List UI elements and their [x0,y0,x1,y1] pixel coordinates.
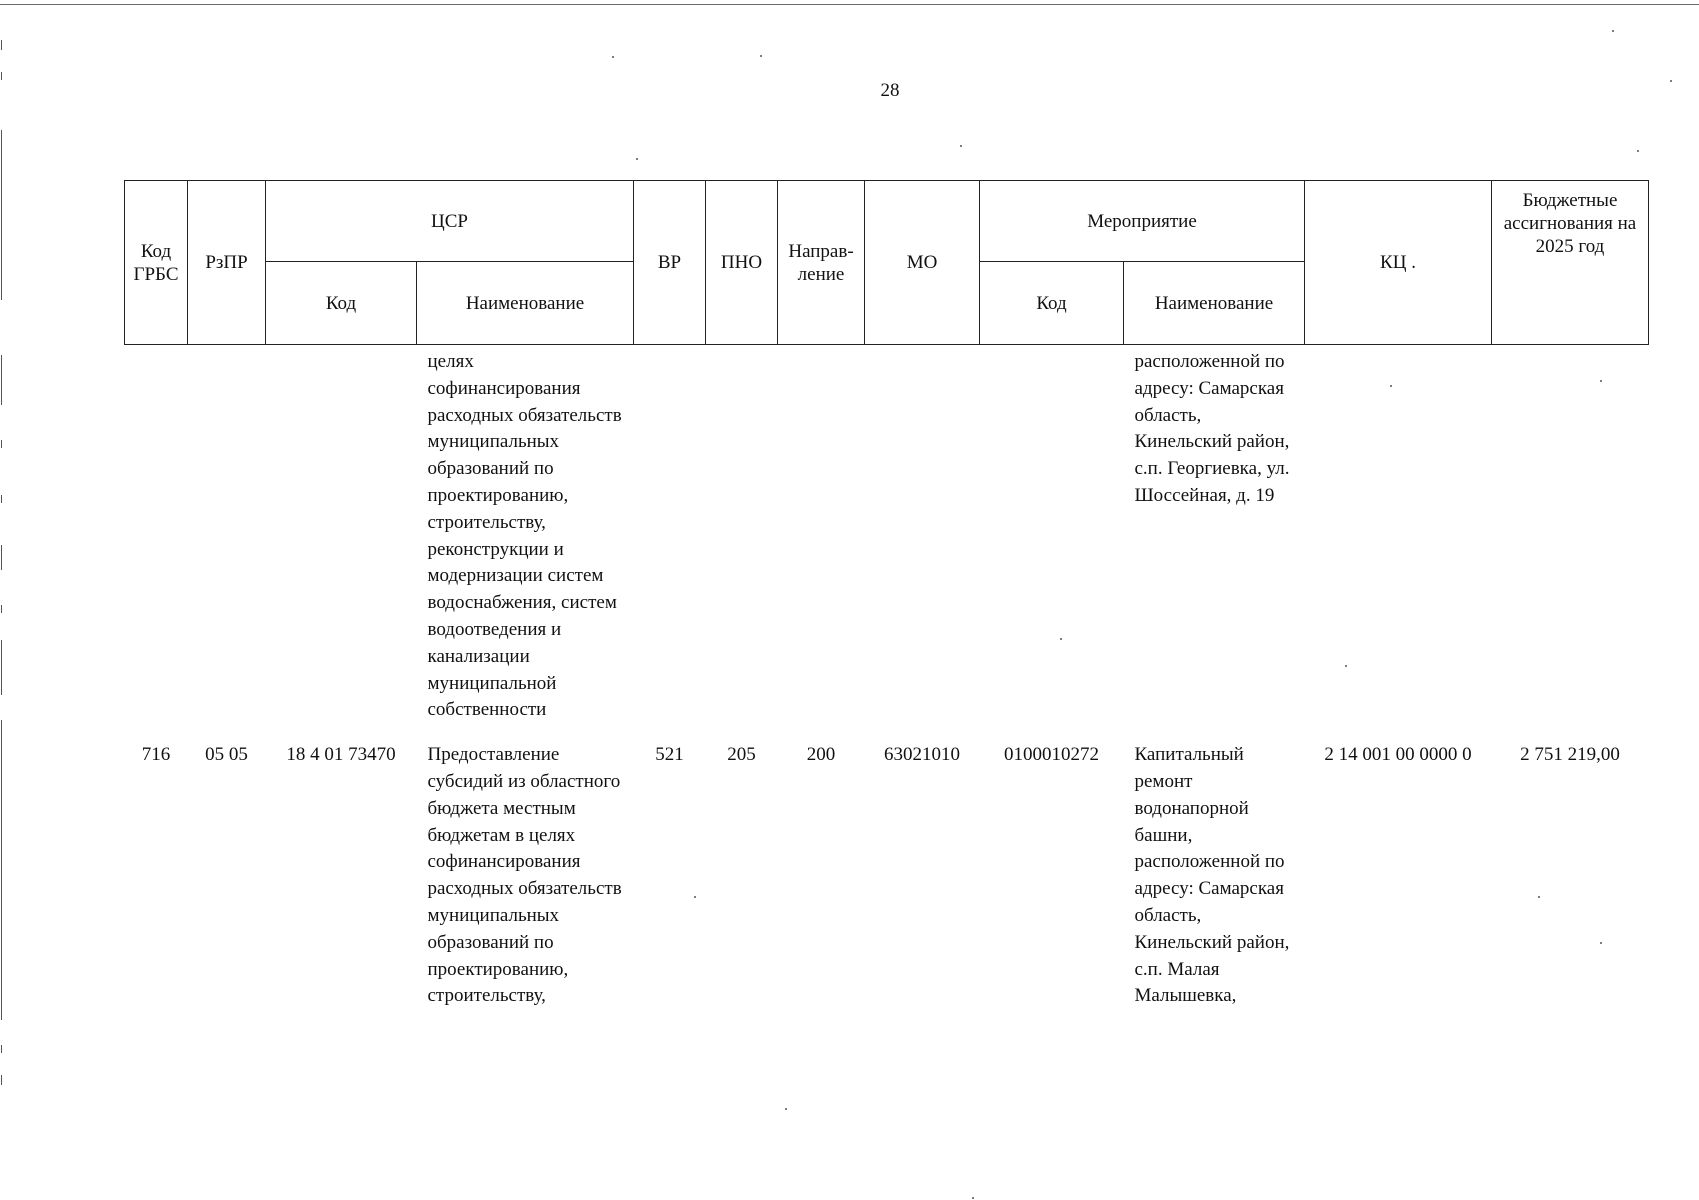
header-mo: МО [865,181,980,345]
cell-vr: 521 [655,744,684,766]
header-napravlenie: Направ-ление [778,181,865,345]
header-pno: ПНО [706,181,778,345]
page-number: 28 [880,80,900,101]
cell-pno [706,345,778,737]
cell-mer-name: Капитальный ремонт водонапорной башни, расположенной по адресу: Самарская область, Кинельский район, с.п. Малая Малышевка, [1134,744,1290,1007]
page-top-border [0,4,1699,5]
table-header-row [125,181,1649,262]
header-csr-name: Наименование [417,262,634,345]
table-row [125,345,1649,737]
header-kc: КЦ . [1305,181,1492,345]
cell-budget [1492,345,1649,737]
cell-csr-kod [266,345,417,737]
cell-rzpr: 05 05 [205,744,248,766]
cell-rzpr [188,345,266,737]
header-csr: ЦСР [266,181,634,262]
header-rzpr: РзПР [188,181,266,345]
scan-margin-marks [0,0,8,1200]
cell-kod-grbs: 716 [141,744,171,766]
header-mer-name: Наименование [1124,262,1305,345]
table-row [125,736,1649,1010]
cell-kod-grbs [125,345,188,737]
cell-mo [865,345,980,737]
cell-mer-kod: 0100010272 [1004,744,1099,766]
header-mer-kod: Код [980,262,1124,345]
header-budget: Бюджетные ассигнования на 2025 год [1492,181,1649,345]
cell-kc [1305,345,1492,737]
header-meropriyatie: Мероприятие [980,181,1305,262]
cell-vr [634,345,706,737]
cell-csr-kod: 18 4 01 73470 [286,744,396,766]
cell-mer-kod [980,345,1124,737]
cell-napravlenie [778,345,865,737]
cell-mo: 63021010 [884,744,960,766]
cell-csr-name: Предоставление субсидий из областного бюджета местным бюджетам в целях софинансирования расходных обязательств муниципальных образований по проектированию, строительству, [427,744,622,1007]
cell-budget: 2 751 219,00 [1520,744,1620,766]
cell-mer-name: расположенной по адресу: Самарская область, Кинельский район, с.п. Георгиевка, ул. Шоссейная, д. 19 [1134,351,1290,506]
header-vr: ВР [634,181,706,345]
cell-kc: 2 14 001 00 0000 0 [1324,744,1472,766]
budget-allocation-table [124,180,1649,1010]
cell-napravlenie: 200 [806,744,836,766]
cell-pno: 205 [727,744,756,766]
header-kod-grbs: Код ГРБС [125,181,188,345]
cell-csr-name: целях софинансирования расходных обязательств муниципальных образований по проектированию, строительству, реконструкции и модернизации систем водоснабжения, систем водоотведения и канализации муниципальной собственности [427,351,622,721]
header-csr-kod: Код [266,262,417,345]
